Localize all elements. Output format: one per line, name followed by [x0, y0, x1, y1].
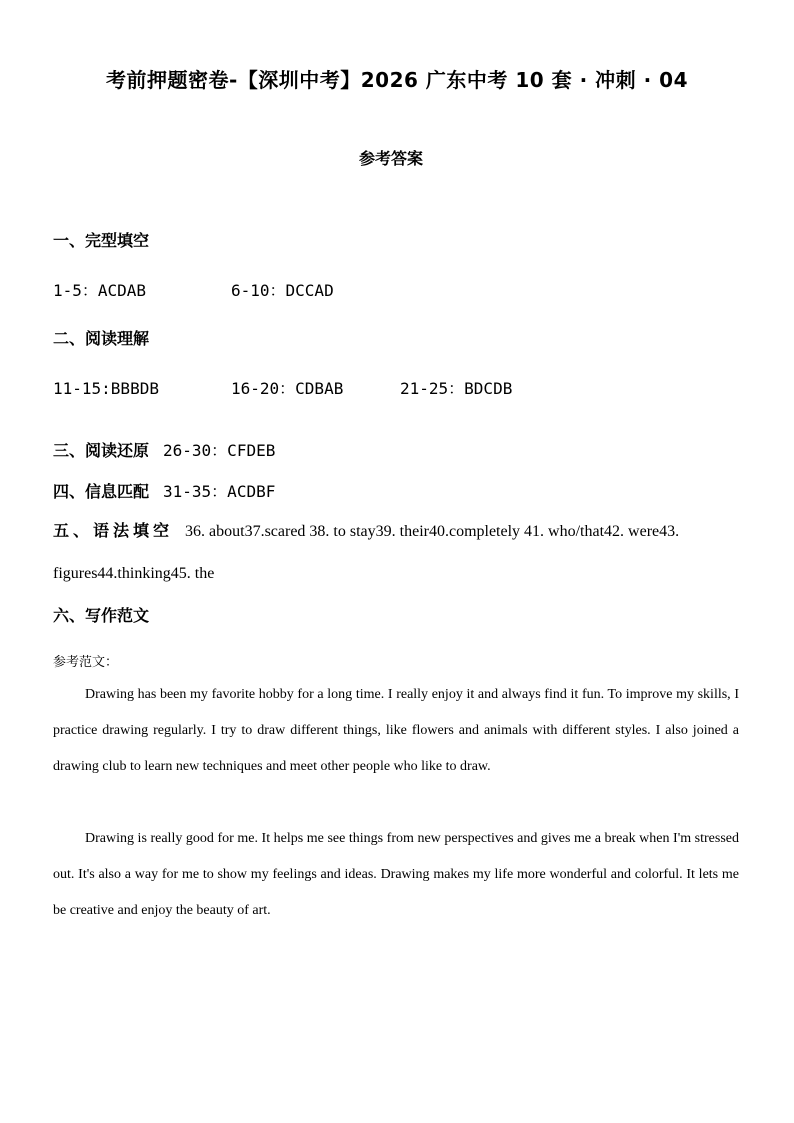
- essay-paragraph: Drawing is really good for me. It helps me see things from new perspectives and gives me a break when I'm stressed out. It's also a way for me to show my feelings and ideas. Drawing makes my life more wonderful and colorful. It lets me be creative and enjoy the beauty of art.: [53, 831, 739, 918]
- section-heading-matching: 四、信息匹配: [53, 482, 150, 501]
- reading-answer-group: 16-20：CDBAB: [231, 379, 344, 398]
- matching-answers: 31-35：ACDBF: [163, 482, 276, 501]
- grammar-block: [53, 510, 743, 595]
- document-title: 考前押题密卷-【深圳中考】2026 广东中考 10 套 · 冲刺 · 04: [105, 68, 689, 92]
- section-heading-restore: 三、阅读还原: [53, 441, 150, 460]
- section-heading-cloze: 一、完型填空: [53, 231, 150, 250]
- section-heading-grammar: 五、语法填空: [53, 521, 174, 540]
- cloze-answer-group: 6-10：DCCAD: [231, 281, 334, 300]
- cloze-answer-group: 1-5：ACDAB: [53, 281, 147, 300]
- cloze-answers: [53, 278, 334, 301]
- reading-answers: [53, 376, 512, 399]
- grammar-answers: 36. about37.scared 38. to stay39. their40.completely 41. who/that42. were43. figures44.thinking45. the: [53, 523, 680, 582]
- section-heading-writing: 六、写作范文: [53, 606, 150, 625]
- matching-row: [53, 479, 275, 502]
- document-subtitle: 参考答案: [358, 149, 423, 168]
- reading-answer-group: 21-25：BDCDB: [400, 379, 513, 398]
- restore-row: [53, 438, 275, 461]
- reading-answer-group: 11-15:BBBDB: [53, 379, 159, 398]
- reference-label: 参考范文：: [53, 655, 119, 670]
- restore-answers: 26-30：CFDEB: [163, 441, 276, 460]
- section-heading-reading: 二、阅读理解: [53, 329, 150, 348]
- essay-paragraph: Drawing has been my favorite hobby for a long time. I really enjoy it and always find it fun. To improve my skills, I practice drawing regularly. I try to draw different things, like flowers and animals with different styles. I also joined a drawing club to learn new techniques and meet other people who like to draw.: [53, 687, 739, 774]
